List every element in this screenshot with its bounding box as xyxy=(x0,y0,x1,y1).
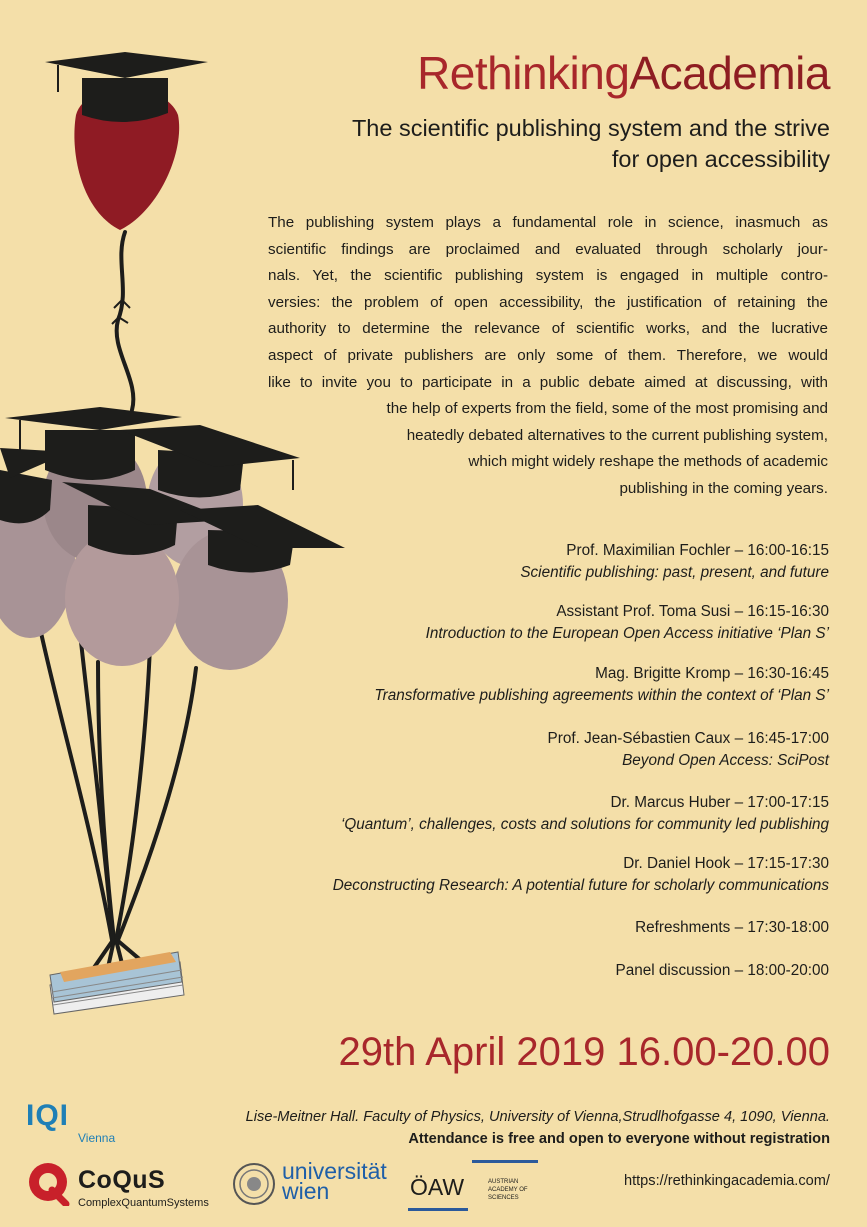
program-item xyxy=(333,853,829,897)
intro-line: like to invite you to participate in a public debate aimed at discussing, with xyxy=(268,373,828,391)
books-icon xyxy=(50,952,184,1014)
website-link[interactable]: https://rethinkingacademia.com/ xyxy=(623,1173,830,1189)
talk-title: Scientific publishing: past, present, and future xyxy=(520,564,829,581)
oeaw-logo-subtext xyxy=(488,1178,528,1202)
talk-speaker: Prof. Jean-Sébastien Caux – 16:45-17:00 xyxy=(547,730,829,747)
refreshments-item: Refreshments – 17:30-18:00 xyxy=(635,919,829,936)
event-venue: Lise-Meitner Hall. Faculty of Physics, University of Vienna,Strudlhofgasse 4, 1090, Vienna. xyxy=(245,1109,830,1125)
intro-line: publishing in the coming years. xyxy=(619,479,828,497)
oeaw-bottom-bar xyxy=(408,1208,468,1211)
intro-line: scientific findings are proclaimed and evaluated through scholarly jour- xyxy=(268,240,828,258)
intro-line: aspect of private publishers are only some of them. Therefore, we would xyxy=(268,346,828,364)
oeaw-logo-text: ÖAW xyxy=(410,1174,465,1200)
coqus-logo-subtext: ComplexQuantumSystems xyxy=(78,1197,209,1209)
iqi-logo xyxy=(26,1100,121,1148)
event-date: 29th April 2019 16.00-20.00 xyxy=(338,1030,830,1074)
univie-logo-line2: wien xyxy=(282,1178,330,1204)
program-item xyxy=(520,540,829,584)
intro-line: versies: the problem of open accessibility, the justification of retaining the xyxy=(268,293,828,311)
oeaw-logo xyxy=(408,1158,543,1216)
talk-title: Transformative publishing agreements within the context of ‘Plan S’ xyxy=(374,687,829,704)
oeaw-top-bar xyxy=(472,1160,538,1163)
intro-line: which might widely reshape the methods of academic xyxy=(468,453,828,471)
talk-title: Deconstructing Research: A potential future for scholarly communications xyxy=(332,877,829,894)
oeaw-sub-line: ACADEMY OF xyxy=(488,1187,528,1193)
intro-paragraph xyxy=(268,210,828,503)
intro-line: nals. Yet, the scientific publishing system is engaged in multiple contro- xyxy=(268,267,828,285)
page-title xyxy=(270,46,830,100)
talk-speaker: Assistant Prof. Toma Susi – 16:15-16:30 xyxy=(556,603,829,620)
oeaw-sub-line: AUSTRIAN xyxy=(488,1179,519,1185)
univie-logo xyxy=(232,1160,402,1210)
intro-line: authority to determine the relevance of scientific works, and the lucrative xyxy=(268,320,828,338)
coqus-logo xyxy=(26,1160,226,1215)
intro-line: the help of experts from the field, some of the most promising and xyxy=(386,400,828,418)
program-item xyxy=(548,728,829,772)
panel-discussion-item: Panel discussion – 18:00-20:00 xyxy=(615,962,829,979)
coqus-logo-text: CoQuS xyxy=(78,1166,166,1194)
iqi-logo-subtext: Vienna xyxy=(78,1131,116,1145)
intro-line: The publishing system plays a fundamental role in science, inasmuch as xyxy=(268,214,828,231)
program-item xyxy=(374,663,829,707)
subtitle-line: for open accessibility xyxy=(611,146,830,172)
talk-speaker: Mag. Brigitte Kromp – 16:30-16:45 xyxy=(595,665,829,682)
subtitle-line: The scientific publishing system and the strive xyxy=(351,115,830,141)
oeaw-sub-line: SCIENCES xyxy=(488,1195,519,1201)
graduation-cap-icon xyxy=(45,52,208,122)
coqus-emblem-icon xyxy=(26,1160,72,1206)
univie-seal-icon xyxy=(232,1162,276,1206)
talk-title: ‘Quantum’, challenges, costs and solutions for community led publishing xyxy=(340,816,829,833)
program-item xyxy=(341,792,829,836)
talk-speaker: Prof. Maximilian Fochler – 16:00-16:15 xyxy=(566,542,829,559)
subtitle xyxy=(240,113,830,175)
talk-title: Beyond Open Access: SciPost xyxy=(622,752,829,769)
iqi-logo-text: IQI xyxy=(26,1099,70,1132)
talk-speaker: Dr. Marcus Huber – 17:00-17:15 xyxy=(610,794,829,811)
title-part1: Rethinking xyxy=(417,47,630,99)
intro-line: heatedly debated alternatives to the current publishing system, xyxy=(406,426,828,444)
program-item xyxy=(426,601,829,645)
talk-speaker: Dr. Daniel Hook – 17:15-17:30 xyxy=(623,855,829,872)
univie-logo-line1: universität xyxy=(282,1158,387,1184)
talk-title: Introduction to the European Open Access initiative ‘Plan S’ xyxy=(425,625,829,642)
title-part2: Academia xyxy=(629,47,830,99)
attendance-note: Attendance is free and open to everyone without registration xyxy=(408,1131,830,1147)
